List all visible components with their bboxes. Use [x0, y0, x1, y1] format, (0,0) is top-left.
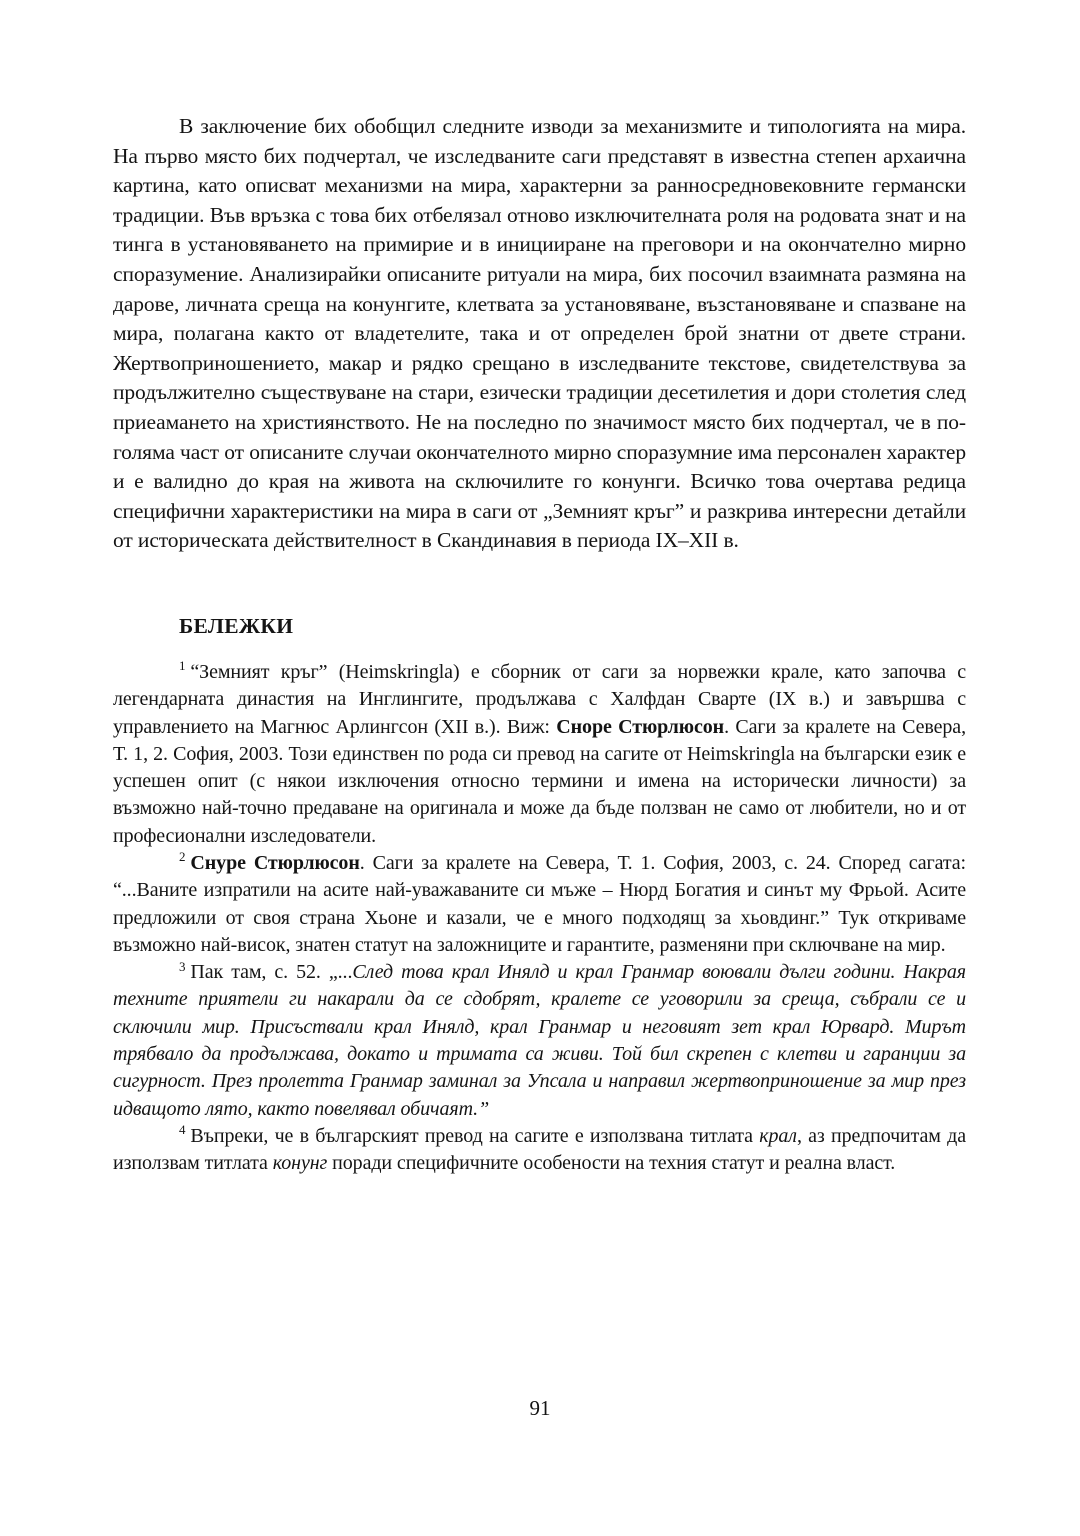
footnote-1-author: Сноре Стюрлюсон	[556, 715, 725, 738]
footnote-1-marker: 1	[179, 658, 186, 674]
footnote-2-marker: 2	[179, 849, 186, 865]
footnote-4-text: Въпреки, че в българският превод на сагите е използвана титлата	[190, 1124, 760, 1147]
footnote-3-quote: След това крал Инялд и крал Гранмар воювали дълги години. Накрая техните приятели ги накарали да се сдобрят, кралете се уговорили за среща, събрали се и сключили мир. Присъствали крал Инялд, крал Гранмар и неговият зет крал Юрвард. Мирът трябвало да продължава, докато и тримата са живи. Той бил скрепен с клетви и гаранции за сигурност. През пролетта Гранмар заминал за Упсала и направил жертвоприношение за мир през идващото лято, както повелявал обичаят.”	[113, 961, 966, 1120]
footnote-4-text-mid: , аз предпочитам да използвам титлата	[113, 1124, 967, 1175]
footnote-4-term-kral: крал	[759, 1124, 797, 1147]
footnote-4-term-konung: конунг	[272, 1152, 328, 1175]
footnote-2-text: . Саги за кралете на Севера, Т. 1. София, 2003, с. 24. Според сагата: “...Ваните изпратили на асите най-уважаваните си мъже – Нюрд Богатия и синът му Фрьой. Асите предложили от своя страна Хьоне и казали, че е много подходящ за хьовдинг.” Тук откриваме възможно най-висок, знатен статут на заложниците и гарантите, разменяни при сключване на мир.	[113, 851, 966, 956]
page-number: 91	[529, 1396, 551, 1420]
footnote-3-marker: 3	[179, 958, 186, 974]
footnote-4-text-end: поради специфичните особености на техния статут и реална власт.	[327, 1152, 896, 1175]
footnote-3	[113, 959, 966, 1123]
footnote-3-text: Пак там, с. 52. „...	[190, 961, 353, 984]
footnotes-section	[113, 659, 966, 1178]
footnote-2	[113, 850, 966, 959]
footnote-4-marker: 4	[179, 1122, 186, 1138]
notes-heading: БЕЛЕЖКИ	[179, 613, 294, 638]
footnote-1	[113, 659, 966, 850]
footnote-4	[113, 1123, 966, 1178]
footnote-2-author: Снуре Стюрлюсон	[190, 851, 360, 874]
footnote-1-text: “Земният кръг” (Heimskringla) е сборник от саги за норвежки крале, като започва с легендарната династия на Инглингите, продължава с Халфдан Сварте (IX в.) и завършва с управлението на Магнюс Арлингсон (XII в.). Виж:	[113, 660, 966, 738]
conclusion-paragraph: В заключение бих обобщил следните изводи за механизмите и типологията на мира. На първо място бих подчертал, че изследваните саги представят в известна степен архаична картина, като описват механизми на мира, характерни за ранносредновековните германски традиции. Във връзка с това бих отбелязал отново изключителната роля на родовата знат и на тинга в установяването на примирие и в иницииране на преговори и на окончателно мирно споразумение. Анализирайки описаните ритуали на мира, бих посочил взаимната размяна на дарове, личната среща на конунгите, клетвата за установяване, възстановяване и спазване на мира, полагана както от владетелите, така и от определен брой знатни от двете страни. Жертвоприношението, макар и рядко срещано в изследваните текстове, свидетелствува за продължително съществуване на стари, езически традиции десетилетия и дори столетия след приеамането на християнството. Не на последно по значимост място бих подчертал, че в по-голяма част от описаните случаи окончателното мирно споразумние има персонален характер и е валидно до края на живота на сключилите го конунги. Всичко това очертава редица специфични характеристики на мира в саги от „Земният кръг” и разкрива интересни детайли от историческата действителност в Скандинавия в периода IX–XII в.	[113, 114, 966, 553]
footnote-1-text-cont: . Саги за кралете на Севера, Т. 1, 2. София, 2003. Този единствен по рода си превод на сагите от Heimskringla на български език е успешен опит (с някои изключения относно термини и имена на исторически личности) за възможно най-точно предаване на оригинала и може да бъде ползван не само от любители, но и от професионални изследователи.	[113, 715, 966, 847]
